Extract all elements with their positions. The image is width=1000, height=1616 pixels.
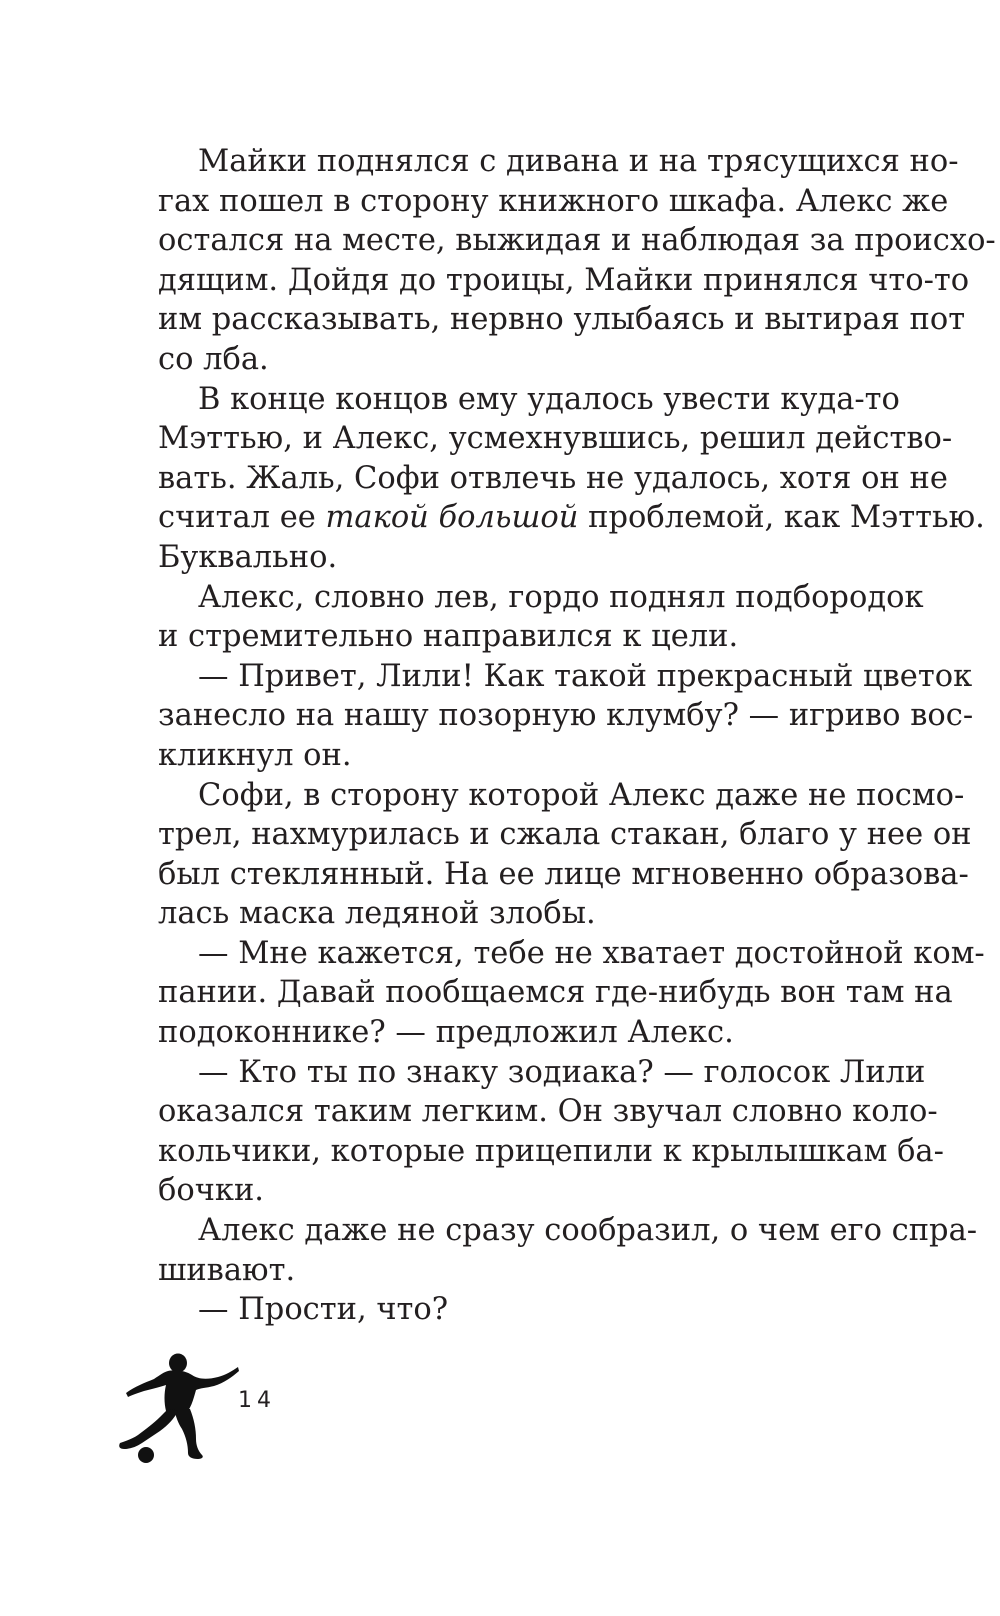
- text-line: занесло на нашу позорную клумбу? — игриво вос-: [158, 698, 974, 734]
- text-line: вать. Жаль, Софи отвлечь не удалось, хотя он не: [158, 460, 948, 496]
- book-page-text: [158, 142, 996, 1330]
- paragraph: [158, 657, 974, 776]
- text-line: гах пошел в сторону книжного шкафа. Алекс же: [158, 183, 949, 219]
- paragraph: [158, 578, 924, 657]
- text-line: остался на месте, выжидая и наблюдая за происхо-: [158, 223, 996, 259]
- text-line: считал ее такой большой проблемой, как Мэттью.: [158, 500, 985, 536]
- text-line: был стеклянный. На ее лице мгновенно образова-: [158, 856, 969, 892]
- text-line: подоконнике? — предложил Алекс.: [158, 1015, 734, 1051]
- paragraph: [158, 1211, 978, 1290]
- text-line: Буквально.: [158, 539, 338, 575]
- text-line: Майки поднялся с дивана и на трясущихся но-: [198, 144, 959, 179]
- text-line: кольчики, которые прицепили к крылышкам ба-: [158, 1133, 944, 1169]
- page-number: 14: [238, 1388, 276, 1413]
- text-line: со лба.: [158, 341, 269, 377]
- paragraph: [158, 380, 985, 578]
- text-line: Софи, в сторону которой Алекс даже не посмо-: [198, 777, 965, 813]
- paragraph: [158, 934, 985, 1053]
- text-line: бочки.: [158, 1173, 264, 1209]
- paragraph: [158, 1053, 944, 1211]
- text-line: — Кто ты по знаку зодиака? — голосок Лили: [198, 1054, 926, 1090]
- text-line: дящим. Дойдя до троицы, Майки принялся что-то: [158, 262, 970, 298]
- text-line: и стремительно направился к цели.: [158, 619, 739, 655]
- paragraph: [158, 776, 972, 934]
- italic-emphasis: такой большой: [325, 500, 579, 536]
- text-line: Алекс даже не сразу сообразил, о чем его спра-: [198, 1213, 978, 1249]
- text-line: шивают.: [158, 1252, 296, 1288]
- text-line: кликнул он.: [158, 737, 352, 773]
- text-line: В конце концов ему удалось увести куда-то: [198, 381, 900, 417]
- text-line: лась маска ледяной злобы.: [158, 896, 596, 932]
- soccer-player-icon: [118, 1353, 240, 1463]
- text-line: — Прости, что?: [198, 1292, 449, 1328]
- text-line: им рассказывать, нервно улыбаясь и вытирая пот: [158, 302, 966, 338]
- text-line: — Привет, Лили! Как такой прекрасный цветок: [198, 658, 973, 694]
- text-line: Алекс, словно лев, гордо поднял подбородок: [198, 579, 924, 615]
- text-line: оказался таким легким. Он звучал словно коло-: [158, 1094, 938, 1130]
- text-line: Мэттью, и Алекс, усмехнувшись, решил действо-: [158, 421, 953, 457]
- text-line: трел, нахмурилась и сжала стакан, благо у нее он: [158, 817, 972, 853]
- text-line: пании. Давай пообщаемся где-нибудь вон там на: [158, 975, 953, 1011]
- paragraph: [158, 142, 996, 380]
- text-line: — Мне кажется, тебе не хватает достойной ком-: [198, 935, 985, 971]
- paragraph: [158, 1290, 866, 1330]
